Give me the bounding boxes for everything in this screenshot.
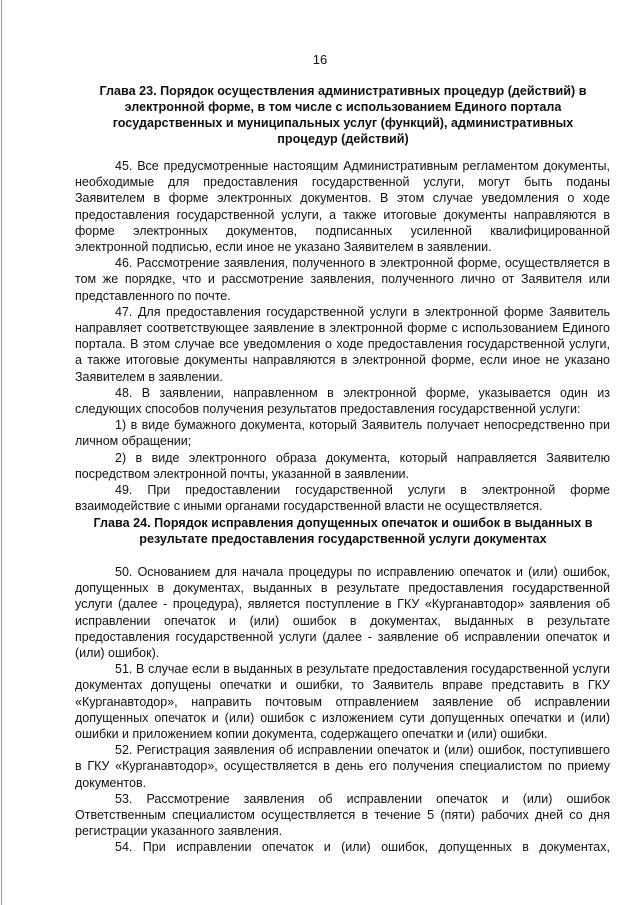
paragraph-47: 47. Для предоставления государственной услуги в электронной форме Заявитель направляет соответствующее заявление в электронной форме с использованием Единого портала. В этом случае все уведомления о ходе предоставления государственной услуги, а также итоговые документы направляются в электронной форме, если иное не указано Заявителем в заявлении. [75,304,610,384]
paragraph-53: 53. Рассмотрение заявления об исправлении опечаток и (или) ошибок Ответственным специалистом осуществляется в течение 5 (пяти) рабочих дней со дня регистрации указанного заявления. [75,791,610,839]
paragraph-51: 51. В случае если в выданных в результате предоставления государственной услуги документах допущены опечатки и ошибки, то Заявитель вправе представить в ГКУ «Курганавтодор», направить почтовым отправлением заявление об исправлении допущенных опечаток и (или) ошибок с изложением сути допущенных опечатки и (или) ошибки и приложением копии документа, содержащего опечатки и (или) ошибки. [75,662,610,742]
paragraph-48-item-1: 1) в виде бумажного документа, который Заявитель получает непосредственно при личном обращении; [75,418,610,449]
paragraph-54: 54. При исправлении опечаток и (или) ошибок, допущенных в документах, [115,840,610,855]
paragraph-50: 50. Основанием для начала процедуры по исправлению опечаток и (или) ошибок, допущенных в документах, выданных в результате предоставления государственной услуги (далее - процедура), является поступление в ГКУ «Курганавтодор» заявления об исправлении опечаток и (или) ошибок в документах, выданных в результате предоставления государственной услуги (далее - заявление об исправлении опечаток и (или) ошибок). [75,565,610,661]
paragraph-52: 52. Регистрация заявления об исправлении опечаток и (или) ошибок, поступившего в ГКУ «Курганавтодор», осуществляется в день его получения специалистом по приему документов. [75,743,610,790]
chapter-23-title: Глава 23. Порядок осуществления административных процедур (действий) в электронной форме, в том числе с использованием Единого портала государственных и муниципальных услуг (функций), административных процедур (действий) [99,84,587,146]
scan-edge-line [1,0,2,905]
chapter-24-body [75,564,610,856]
chapter-23-body [75,158,610,514]
paragraph-48: 48. В заявлении, направленном в электронной форме, указывается один из следующих способов получения результатов предоставления государственной услуги: [75,385,610,417]
chapter-24-title: Глава 24. Порядок исправления допущенных опечаток и ошибок в выданных в результате предоставления государственной услуги документах [93,516,593,546]
paragraph-46: 46. Рассмотрение заявления, полученного в электронной форме, осуществляется в том же порядке, что и рассмотрение заявления, полученного лично от Заявителя или представленного по почте. [75,256,610,303]
page-number: 16 [312,52,328,67]
paragraph-45: 45. Все предусмотренные настоящим Административным регламентом документы, необходимые для предоставления государственной услуги, могут быть поданы Заявителем в форме электронных документов. В этом случае уведомления о ходе предоставления государственной услуги, а также итоговые документы направляются в форме электронных документов, подписанных усиленной квалифицированной электронной подписью, если иное не указано Заявителем в заявлении. [75,159,610,255]
paragraph-48-item-2: 2) в виде электронного образа документа, который направляется Заявителю посредством электронной почты, указанной в заявлении. [75,450,610,481]
paragraph-49: 49. При предоставлении государственной услуги в электронной форме взаимодействие с иными органами государственной власти не осуществляется. [75,483,610,514]
